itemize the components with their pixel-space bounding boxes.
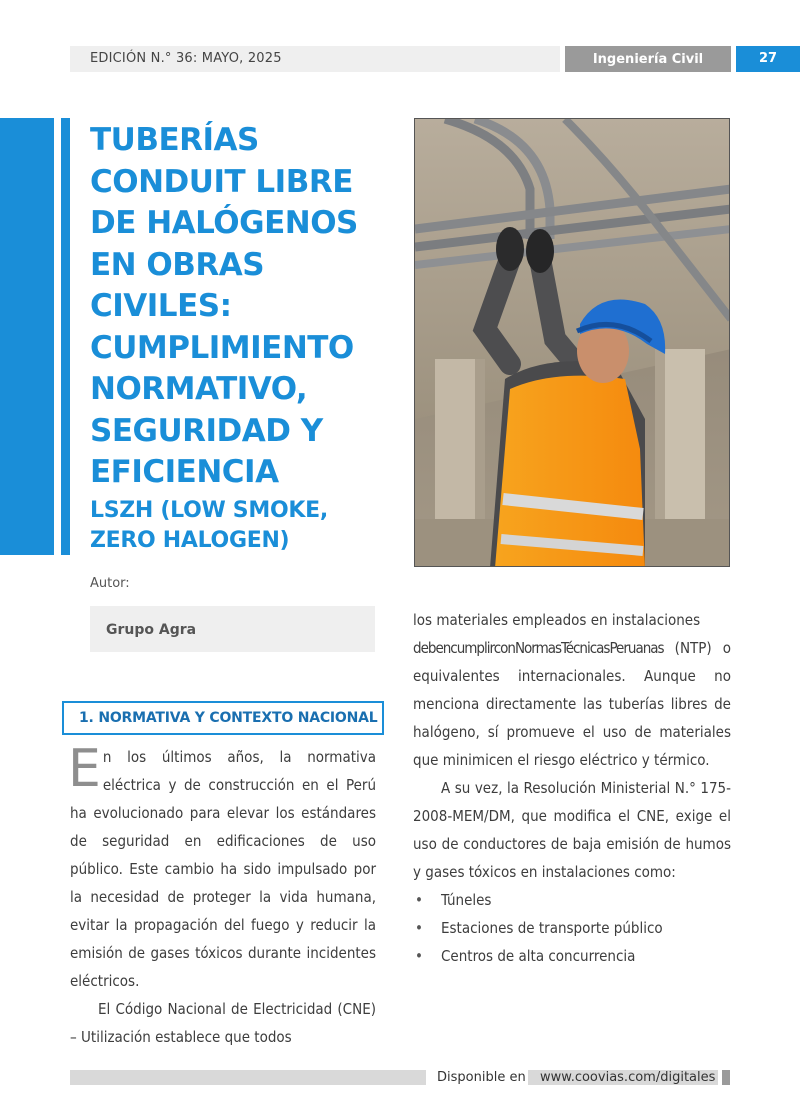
accent-line <box>61 118 70 555</box>
title-line: CIVILES: <box>90 288 232 324</box>
author-box <box>90 606 375 652</box>
section-tag: Ingeniería Civil <box>565 46 731 72</box>
paragraph <box>413 606 731 774</box>
page-number: 27 <box>736 46 800 72</box>
accent-block <box>0 118 54 555</box>
article-title <box>90 120 410 494</box>
subtitle-line: LSZH (LOW SMOKE, <box>90 498 328 523</box>
paragraph-text: los materiales empleados en instalaciones <box>413 611 701 629</box>
author-name: Grupo Agra <box>106 622 197 638</box>
drop-cap: E <box>68 739 101 799</box>
left-column <box>68 739 376 1051</box>
edition-label: EDICIÓN N.° 36: MAYO, 2025 <box>90 51 282 66</box>
title-line: SEGURIDAD Y <box>90 412 323 449</box>
paragraph: A su vez, la Resolución Ministerial N.° 175-2008-MEM/DM, que modifica el CNE, exige el uso de conductores de baja emisión de humos y gases tóxicos en instalaciones como: <box>413 779 731 881</box>
footer-bar <box>70 1070 426 1085</box>
title-line: TUBERÍAS <box>90 122 259 158</box>
article-photo <box>414 118 730 567</box>
section-heading: 1. NORMATIVA Y CONTEXTO NACIONAL <box>79 710 378 726</box>
list-item: • Estaciones de transporte público <box>413 914 731 942</box>
title-line: NORMATIVO, <box>90 371 308 407</box>
paragraph: El Código Nacional de Electricidad (CNE) – Utilización establece que todos <box>70 1000 376 1046</box>
article-subtitle <box>90 496 410 556</box>
paragraph-text: debencumplirconNormasTécnicasPeruanas <box>413 639 664 657</box>
footer-label: Disponible en <box>437 1070 526 1085</box>
title-line: EFICIENCIA <box>90 454 279 490</box>
right-column <box>413 606 731 970</box>
list-item: • Centros de alta concurrencia <box>413 942 731 970</box>
title-line: DE HALÓGENOS <box>90 205 358 241</box>
paragraph-text: (NTP) o equivalentes internacionales. Aunque no menciona directamente las tuberías libres de halógeno, sí promueve el uso de materiales que minimicen el riesgo eléctrico y térmico. <box>413 639 731 769</box>
footer-url-link[interactable]: www.coovias.com/digitales <box>540 1070 716 1085</box>
title-line: EN OBRAS <box>90 246 265 283</box>
title-line: CUMPLIMIENTO <box>90 329 354 366</box>
title-line: CONDUIT LIBRE <box>90 163 353 200</box>
footer-end-mark <box>722 1070 730 1085</box>
author-label: Autor: <box>90 576 130 591</box>
bullet-list <box>413 886 731 970</box>
subtitle-line: ZERO HALOGEN) <box>90 528 290 553</box>
paragraph-text: n los últimos años, la normativa eléctrica y de construcción en el Perú ha evolucionado para elevar los estándares de seguridad en edificaciones de uso público. Este cambio ha sido impulsado por la necesidad de proteger la vida humana, evitar la propagación del fuego y reducir la emisión de gases tóxicos durante incidentes eléctricos. <box>70 748 376 990</box>
paragraph <box>68 739 376 995</box>
worker-installing-conduit-photo <box>415 119 730 567</box>
section-heading-box <box>62 701 384 735</box>
list-item: • Túneles <box>413 886 731 914</box>
